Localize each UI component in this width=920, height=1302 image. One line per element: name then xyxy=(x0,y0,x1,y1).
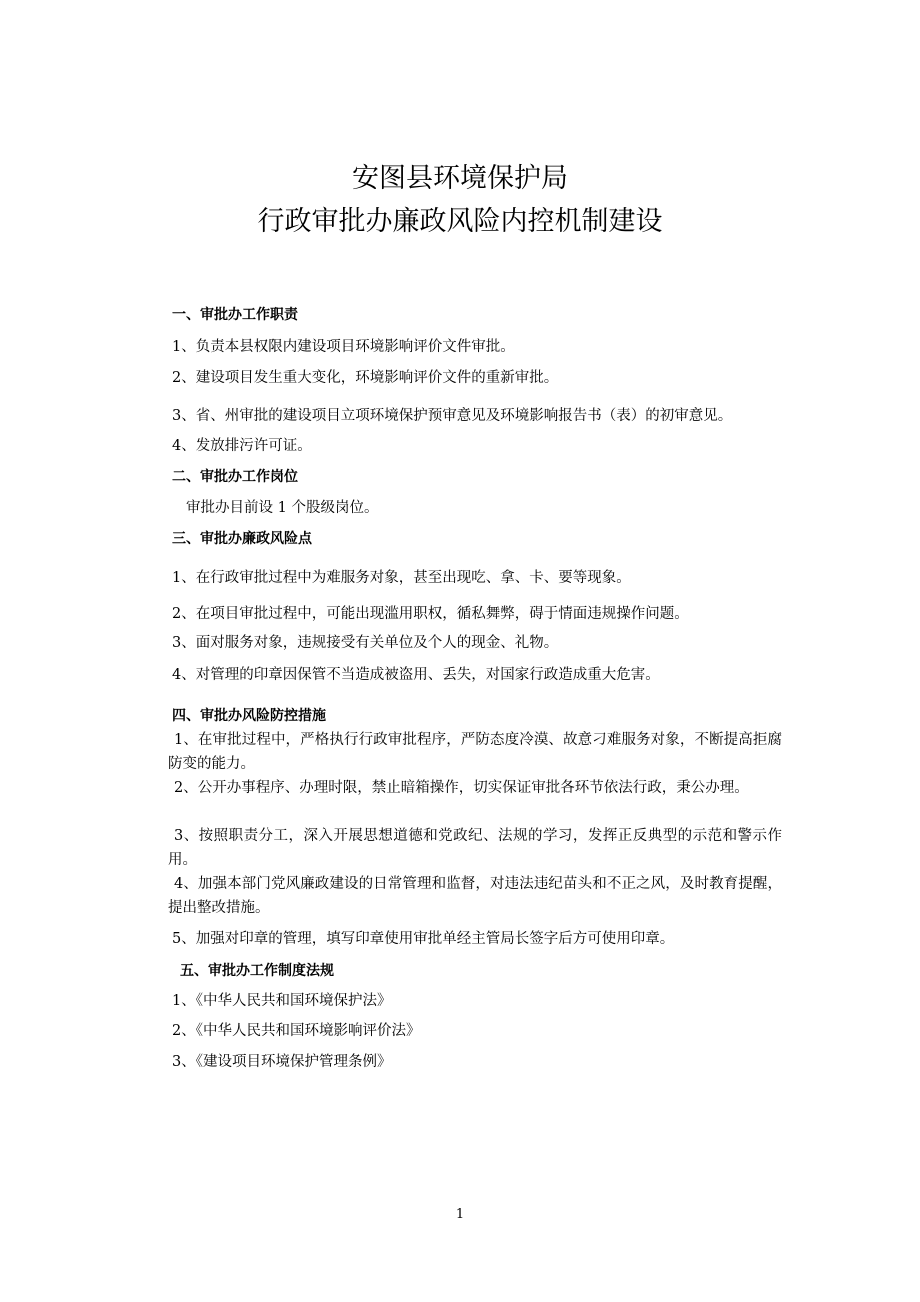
section-1-item-2: 2、建设项目发生重大变化，环境影响评价文件的重新审批。 xyxy=(172,370,559,386)
section-1-heading: 一、审批办工作职责 xyxy=(172,307,298,323)
section-4-item-4: 4、加强本部门党风廉政建设的日常管理和监督，对违法违纪苗头和不正之风，及时教育提醒，提出整改措施。 xyxy=(168,876,782,916)
section-1-item-4: 4、发放排污许可证。 xyxy=(172,438,312,454)
section-5-heading: 五、审批办工作制度法规 xyxy=(180,963,334,979)
section-2-item-1: 审批办目前设 1 个股级岗位。 xyxy=(186,500,379,516)
section-4-item-1: 1、在审批过程中，严格执行行政审批程序，严防态度冷漠、故意刁难服务对象，不断提高拒腐防变的能力。 xyxy=(168,732,782,772)
section-4-heading: 四、审批办风险防控措施 xyxy=(172,708,326,724)
section-4-item-2: 2、公开办事程序、办理时限，禁止暗箱操作，切实保证审批各环节依法行政，秉公办理。 xyxy=(174,780,749,796)
section-3-item-3: 3、面对服务对象，违规接受有关单位及个人的现金、礼物。 xyxy=(172,635,559,651)
section-4-item-3: 3、按照职责分工，深入开展思想道德和党政纪、法规的学习，发挥正反典型的示范和警示作用。 xyxy=(168,828,782,868)
section-3-item-2: 2、在项目审批过程中，可能出现滥用职权，循私舞弊，碍于情面违规操作问题。 xyxy=(172,606,689,622)
section-3-heading: 三、审批办廉政风险点 xyxy=(172,531,312,547)
page-number: 1 xyxy=(455,1207,465,1222)
section-5-item-1: 1、《中华人民共和国环境保护法》 xyxy=(172,993,392,1009)
section-1-item-1: 1、负责本县权限内建设项目环境影响评价文件审批。 xyxy=(172,339,515,355)
section-4-item-5: 5、加强对印章的管理，填写印章使用审批单经主管局长签字后方可使用印章。 xyxy=(172,931,675,947)
document-title-line2: 行政审批办廉政风险内控机制建设 xyxy=(257,206,663,237)
section-5-item-3: 3、《建设项目环境保护管理条例》 xyxy=(172,1054,392,1070)
section-3-item-1: 1、在行政审批过程中为难服务对象，甚至出现吃、拿、卡、要等现象。 xyxy=(172,570,631,586)
section-1-item-3: 3、省、州审批的建设项目立项环境保护预审意见及环境影响报告书（表）的初审意见。 xyxy=(172,408,733,424)
section-5-item-2: 2、《中华人民共和国环境影响评价法》 xyxy=(172,1023,421,1039)
document-title-line1: 安图县环境保护局 xyxy=(352,163,568,194)
section-3-item-4: 4、对管理的印章因保管不当造成被盗用、丢失，对国家行政造成重大危害。 xyxy=(172,667,660,683)
section-2-heading: 二、审批办工作岗位 xyxy=(172,469,298,485)
